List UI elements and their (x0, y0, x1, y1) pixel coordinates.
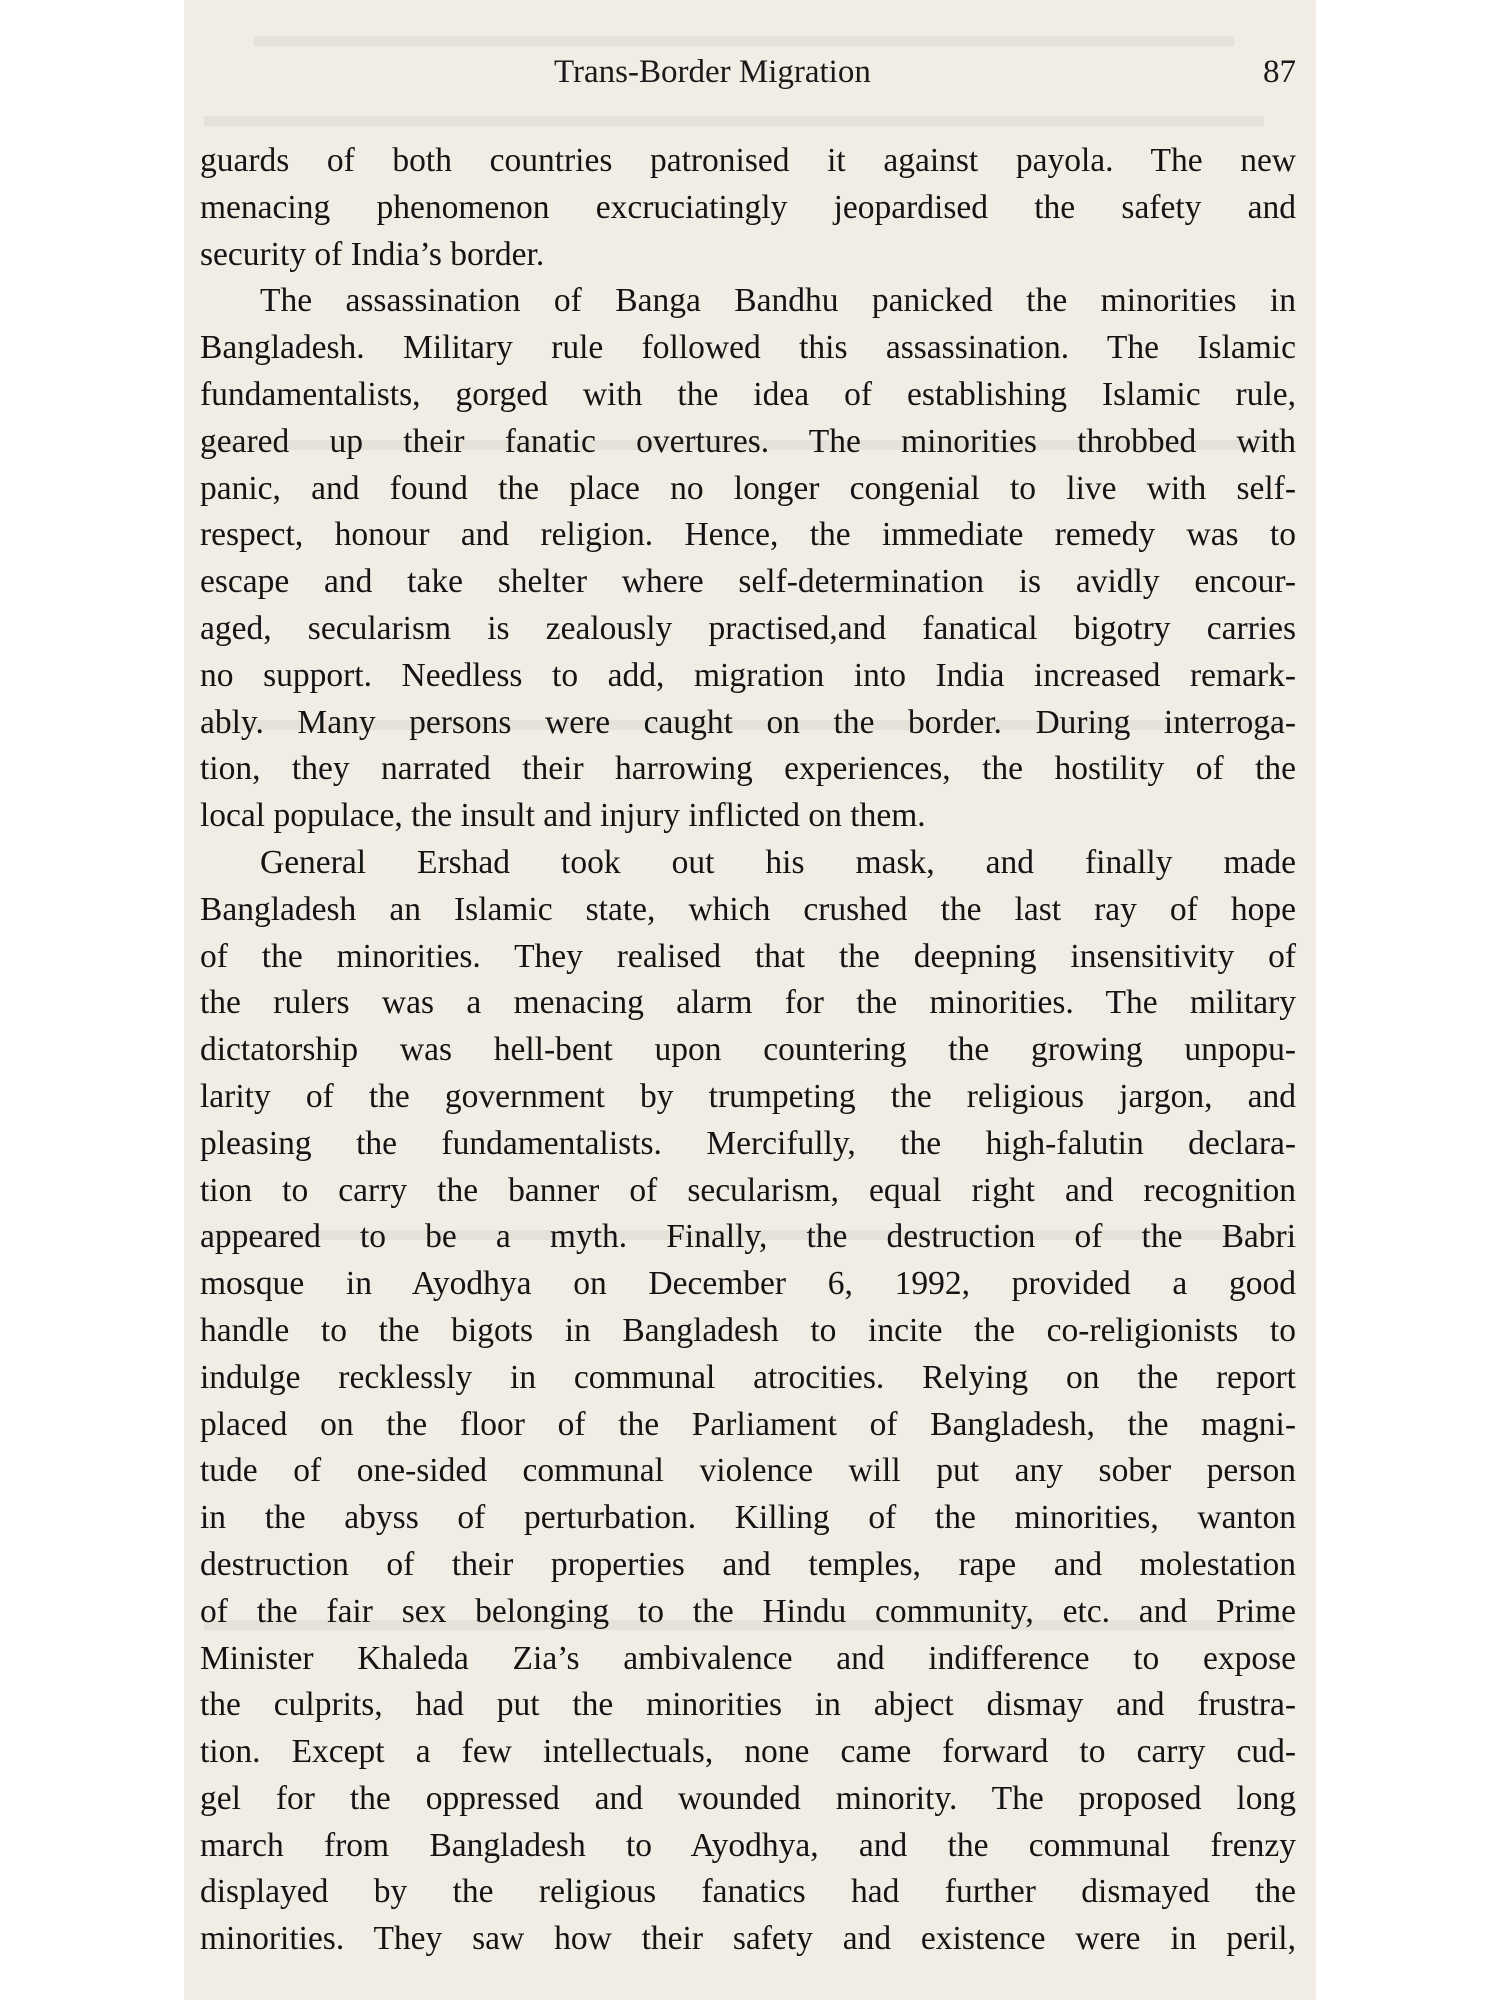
text-line: handle to the bigots in Bangladesh to incite the co-religionists to (200, 1311, 1296, 1349)
text-line: Minister Khaleda Zia’s ambivalence and indifference to expose (200, 1639, 1296, 1677)
text-line: guards of both countries patronised it against payola. The new (200, 142, 1296, 179)
text-line: The assassination of Banga Bandhu panicked the minorities in (260, 282, 1296, 320)
text-line: of the minorities. They realised that the deepning insensitivity of (200, 937, 1296, 975)
paragraph (200, 278, 1296, 840)
text-line: appeared to be a myth. Finally, the destruction of the Babri (200, 1218, 1296, 1256)
text-line: menacing phenomenon excruciatingly jeopardised the safety and (200, 188, 1296, 226)
text-line: panic, and found the place no longer congenial to live with self- (200, 469, 1296, 507)
text-line: the rulers was a menacing alarm for the minorities. The military (200, 984, 1296, 1022)
paragraph (200, 840, 1296, 1963)
text-line: no support. Needless to add, migration into India increased remark- (200, 656, 1296, 694)
text-line: respect, honour and religion. Hence, the immediate remedy was to (200, 516, 1296, 554)
text-line: tion, they narrated their harrowing experiences, the hostility of the (200, 750, 1296, 788)
text-line: aged, secularism is zealously practised,and fanatical bigotry carries (200, 609, 1296, 647)
text-line: Bangladesh an Islamic state, which crushed the last ray of hope (200, 890, 1296, 928)
text-line: minorities. They saw how their safety and existence were in peril, (200, 1920, 1296, 1958)
text-line: gel for the oppressed and wounded minority. The proposed long (200, 1779, 1296, 1817)
running-header (184, 54, 1316, 98)
text-line: fundamentalists, gorged with the idea of establishing Islamic rule, (200, 375, 1296, 413)
text-line: pleasing the fundamentalists. Mercifully, the high-falutin declara- (200, 1124, 1296, 1162)
body-text (200, 138, 1296, 1963)
text-line: of the fair sex belonging to the Hindu community, etc. and Prime (200, 1592, 1296, 1630)
text-line: placed on the floor of the Parliament of Bangladesh, the magni- (200, 1405, 1296, 1443)
text-line: larity of the government by trumpeting the religious jargon, and (200, 1077, 1296, 1115)
scanned-page (184, 0, 1316, 2000)
page-number: 87 (1263, 54, 1296, 90)
text-line: Bangladesh. Military rule followed this assassination. The Islamic (200, 329, 1296, 367)
text-line: tude of one-sided communal violence will put any sober person (200, 1452, 1296, 1490)
running-title: Trans-Border Migration (554, 54, 871, 90)
text-line: the culprits, had put the minorities in abject dismay and frustra- (200, 1686, 1296, 1724)
text-line: displayed by the religious fanatics had further dismayed the (200, 1873, 1296, 1911)
text-line: march from Bangladesh to Ayodhya, and the communal frenzy (200, 1826, 1296, 1864)
text-line: local populace, the insult and injury inflicted on them. (200, 797, 926, 835)
text-line: dictatorship was hell-bent upon countering the growing unpopu- (200, 1031, 1296, 1069)
text-line: escape and take shelter where self-determination is avidly encour- (200, 563, 1296, 601)
text-line: destruction of their properties and temples, rape and molestation (200, 1545, 1296, 1583)
text-line: in the abyss of perturbation. Killing of the minorities, wanton (200, 1499, 1296, 1537)
text-line: tion. Except a few intellectuals, none came forward to carry cud- (200, 1733, 1296, 1771)
paragraph (200, 138, 1296, 278)
text-line: ably. Many persons were caught on the border. During interroga- (200, 703, 1296, 741)
text-line: General Ershad took out his mask, and finally made (260, 843, 1296, 881)
text-line: tion to carry the banner of secularism, equal right and recognition (200, 1171, 1296, 1209)
text-line: geared up their fanatic overtures. The minorities throbbed with (200, 422, 1296, 460)
text-line: indulge recklessly in communal atrocities. Relying on the report (200, 1358, 1296, 1396)
text-line: mosque in Ayodhya on December 6, 1992, provided a good (200, 1265, 1296, 1303)
text-line: security of India’s border. (200, 235, 545, 273)
